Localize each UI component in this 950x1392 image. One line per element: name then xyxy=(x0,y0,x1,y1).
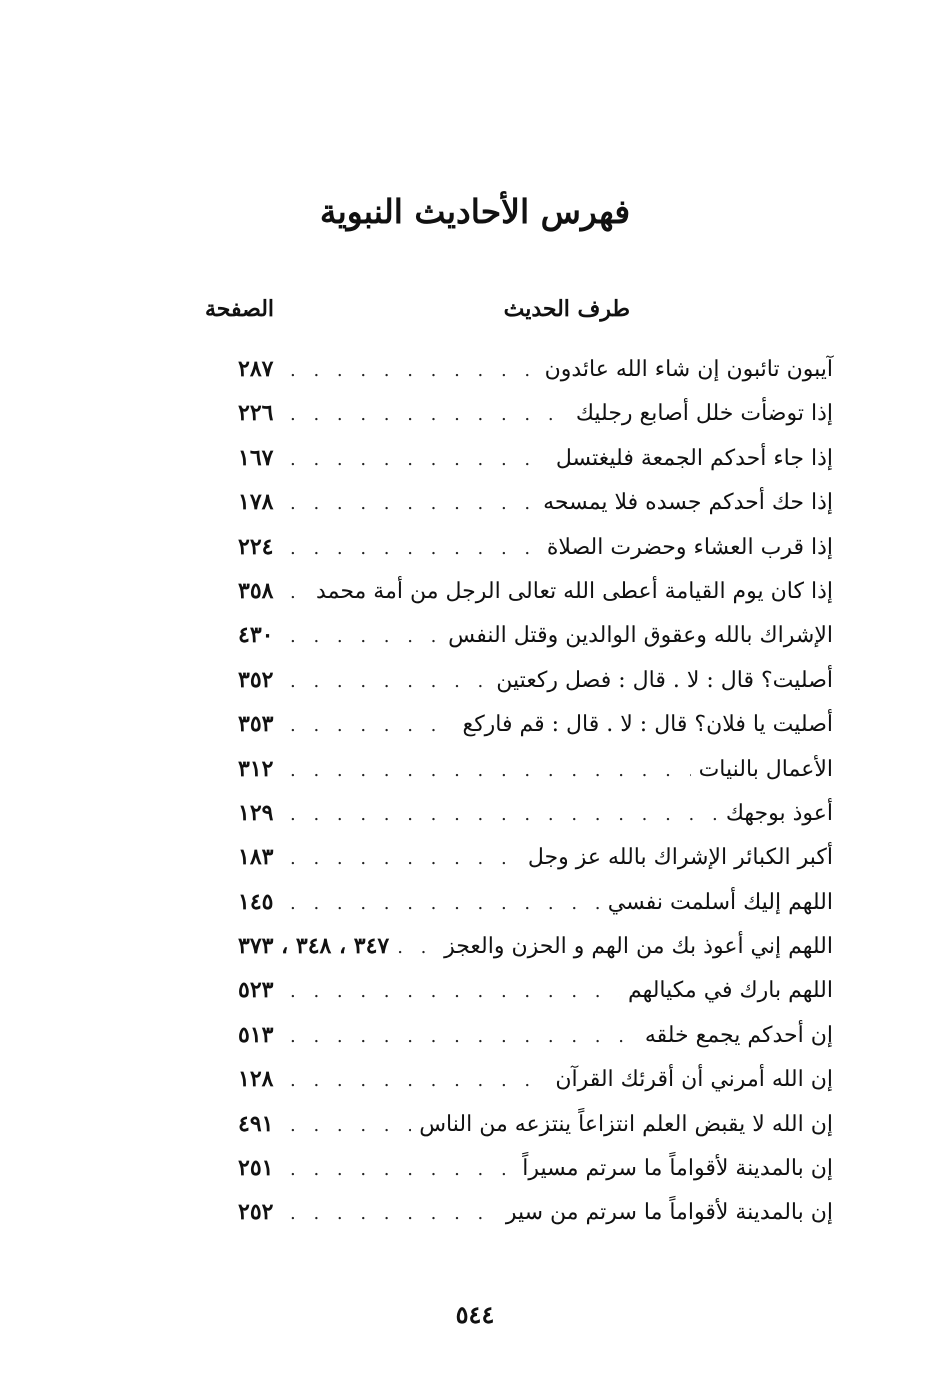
dot-leader xyxy=(290,538,539,559)
index-entry xyxy=(238,800,833,844)
entry-page-number: ١٦٧ xyxy=(238,444,274,471)
index-entry xyxy=(238,622,833,666)
dot-leader xyxy=(290,493,535,514)
entry-text: إن بالمدينة لأقواماً ما سرتم مسيراً xyxy=(522,1156,833,1182)
entry-text: إذا حك أحدكم جسده فلا يمسحه xyxy=(543,490,833,516)
entry-text: إذا توضأت خلل أصابع رجليك xyxy=(575,401,833,427)
entry-text: إذا جاء أحدكم الجمعة فليغتسل xyxy=(555,445,833,471)
dot-leader xyxy=(290,1070,547,1091)
entry-text: إن بالمدينة لأقواماً ما سرتم من سير xyxy=(505,1200,833,1226)
index-entry xyxy=(238,1066,833,1110)
entry-page-number: ٥٢٣ xyxy=(238,977,274,1004)
page-number: ٥٤٤ xyxy=(455,1300,495,1329)
dot-leader xyxy=(290,360,537,381)
index-entry xyxy=(238,1199,833,1243)
dot-leader xyxy=(290,804,718,825)
dot-leader xyxy=(290,1159,514,1180)
entry-text: أصليت يا فلان؟ قال : لا . قال : قم فاركع xyxy=(462,712,833,738)
dot-leader xyxy=(290,404,568,425)
entry-text: أعوذ بوجهك xyxy=(725,800,833,826)
entry-page-number: ٣١٢ xyxy=(238,755,274,782)
dot-leader xyxy=(290,760,691,781)
index-entry xyxy=(238,711,833,755)
index-entry xyxy=(238,844,833,888)
entry-page-number: ٢٢٦ xyxy=(238,400,274,427)
entry-page-number: ١٧٨ xyxy=(238,489,274,516)
entry-page-number: ٢٥٢ xyxy=(238,1199,274,1226)
entry-text: الإشراك بالله وعقوق الوالدين وقتل النفس xyxy=(448,623,833,649)
index-entry xyxy=(238,1155,833,1199)
entry-page-number: ١٢٨ xyxy=(238,1066,274,1093)
entry-page-number: ١٨٣ xyxy=(238,844,274,871)
index-entry xyxy=(238,534,833,578)
index-entry xyxy=(238,756,833,800)
dot-leader xyxy=(290,671,488,692)
dot-leader xyxy=(290,715,454,736)
entry-page-number: ١٢٩ xyxy=(238,799,274,826)
column-headers xyxy=(205,296,835,336)
entry-page-number: ٣٥٢ xyxy=(238,666,274,693)
dot-leader xyxy=(397,937,436,958)
dot-leader xyxy=(290,1115,411,1136)
entry-text: إذا كان يوم القيامة أعطى الله تعالى الرجل من أمة محمد xyxy=(316,578,833,604)
header-page: الصفحة xyxy=(205,296,275,322)
entry-text: إذا قرب العشاء وحضرت الصلاة xyxy=(546,534,833,560)
entry-text: اللهم بارك في مكيالهم xyxy=(627,978,833,1004)
entry-text: أصليت؟ قال : لا . قال : فصل ركعتين xyxy=(496,667,833,693)
dot-leader xyxy=(290,449,548,470)
entry-page-number: ٢٨٧ xyxy=(238,356,274,382)
entry-page-number: ٣٥٣ xyxy=(238,711,274,738)
dot-leader xyxy=(290,626,440,647)
entry-page-number: ١٤٥ xyxy=(238,888,274,915)
entry-text: أكبر الكبائر الإشراك بالله عز وجل xyxy=(527,845,833,871)
entry-page-number: ٣٤٧ ، ٣٤٨ ، ٣٧٣ xyxy=(238,933,390,960)
entry-page-number: ٤٣٠ xyxy=(238,622,274,649)
index-entry xyxy=(238,977,833,1021)
entry-text: آيبون تائبون إن شاء الله عائدون xyxy=(544,357,833,382)
entry-text: إن الله لا يقبض العلم انتزاعاً ينتزعه من الناس xyxy=(419,1111,833,1137)
dot-leader xyxy=(290,981,620,1002)
index-entry xyxy=(238,933,833,977)
index-entry xyxy=(238,1111,833,1155)
entry-text: إن الله أمرني أن أقرئك القرآن xyxy=(555,1067,833,1093)
index-entry xyxy=(238,1022,833,1066)
entry-text: الأعمال بالنيات xyxy=(698,756,833,782)
page-title: فهرس الأحاديث النبوية xyxy=(319,192,631,231)
dot-leader xyxy=(290,893,600,914)
index-entry xyxy=(238,889,833,933)
dot-leader xyxy=(290,1203,498,1224)
index-entry xyxy=(238,400,833,444)
entry-text: اللهم إليك أسلمت نفسي xyxy=(607,889,833,915)
entry-text: اللهم إني أعوذ بك من الهم و الحزن والعجز xyxy=(444,934,833,960)
index-entry xyxy=(238,356,833,400)
entry-page-number: ٢٢٤ xyxy=(238,533,274,560)
header-hadith-start: طرف الحديث xyxy=(503,296,630,322)
index-entry xyxy=(238,445,833,489)
index-entry xyxy=(238,489,833,533)
index-entry xyxy=(238,578,833,622)
index-entry xyxy=(238,667,833,711)
dot-leader xyxy=(290,848,520,869)
hadith-index-list xyxy=(238,356,833,1244)
dot-leader xyxy=(290,582,308,603)
entry-page-number: ٣٥٨ xyxy=(238,577,274,604)
entry-page-number: ٥١٣ xyxy=(238,1021,274,1048)
entry-page-number: ٤٩١ xyxy=(238,1110,274,1137)
entry-page-number: ٢٥١ xyxy=(238,1155,274,1182)
entry-text: إن أحدكم يجمع خلقه xyxy=(644,1022,833,1048)
dot-leader xyxy=(290,1026,637,1047)
